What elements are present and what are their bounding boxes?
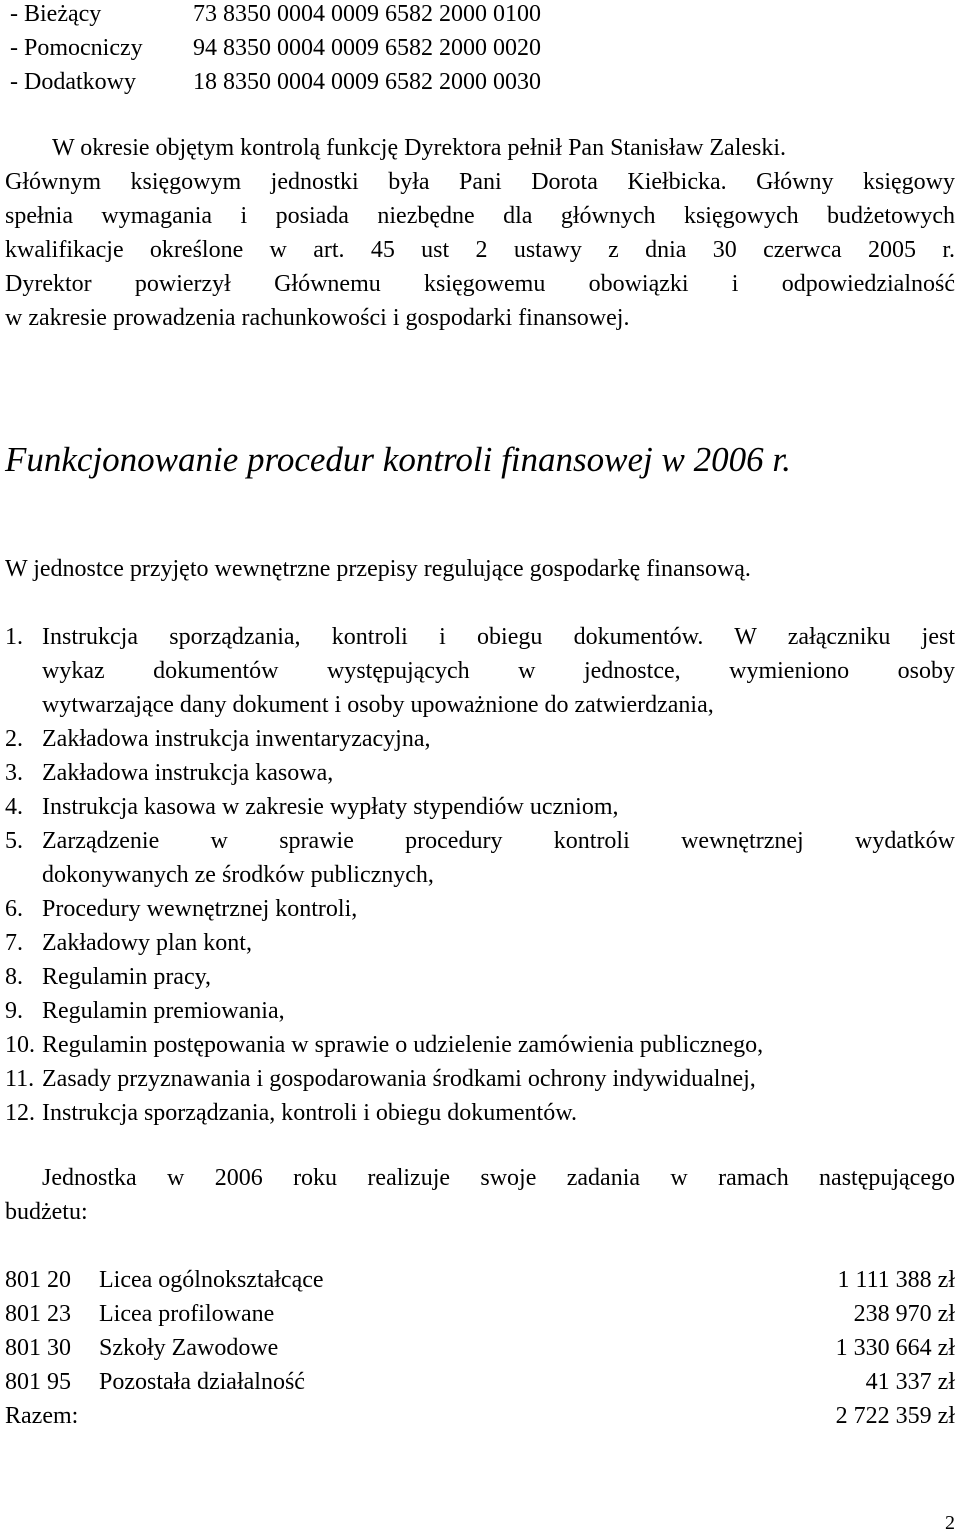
list-text: dokonywanych ze środków publicznych, — [42, 862, 434, 888]
list-number: 4. — [5, 794, 23, 820]
account-number: 18 8350 0004 0009 6582 2000 0030 — [193, 69, 541, 95]
list-text: Regulamin premiowania, — [42, 998, 285, 1024]
list-text: Instrukcja kasowa w zakresie wypłaty stypendiów uczniom, — [42, 794, 619, 820]
budget-amount: 1 330 664 zł — [835, 1335, 955, 1361]
list-text: Zasady przyznawania i gospodarowania środkami ochrony indywidualnej, — [42, 1066, 756, 1092]
list-number: 12. — [5, 1100, 35, 1126]
page-number: 2 — [945, 1512, 955, 1534]
account-number: 94 8350 0004 0009 6582 2000 0020 — [193, 35, 541, 61]
budget-amount: 41 337 zł — [865, 1369, 955, 1395]
list-number: 1. — [5, 624, 23, 650]
list-text: Zakładowa instrukcja kasowa, — [42, 760, 334, 786]
list-number: 9. — [5, 998, 23, 1024]
list-text: Zakładowa instrukcja inwentaryzacyjna, — [42, 726, 431, 752]
intro-text: W jednostce przyjęto wewnętrzne przepisy regulujące gospodarkę finansową. — [5, 556, 751, 582]
budget-code: 801 30 — [5, 1335, 71, 1361]
list-number: 5. — [5, 828, 23, 854]
budget-amount: 238 970 zł — [853, 1301, 955, 1327]
budget-name: Szkoły Zawodowe — [99, 1335, 279, 1361]
paragraph-line: Głównym księgowym jednostki była Pani Dorota Kiełbicka. Główny księgowy — [5, 169, 955, 195]
budget-intro-line: budżetu: — [5, 1199, 88, 1225]
list-text: wykaz dokumentów występujących w jednostce, wymieniono osoby — [42, 658, 955, 684]
budget-name: Pozostała działalność — [99, 1369, 305, 1395]
account-label: - Dodatkowy — [10, 69, 136, 95]
budget-total-label: Razem: — [5, 1403, 79, 1429]
list-text: wytwarzające dany dokument i osoby upoważnione do zatwierdzania, — [42, 692, 714, 718]
list-text: Zakładowy plan kont, — [42, 930, 252, 956]
budget-intro-line: Jednostka w 2006 roku realizuje swoje zadania w ramach następującego — [42, 1165, 955, 1191]
budget-total-amount: 2 722 359 zł — [835, 1403, 955, 1429]
paragraph-line: kwalifikacje określone w art. 45 ust 2 ustawy z dnia 30 czerwca 2005 r. — [5, 237, 955, 263]
budget-code: 801 23 — [5, 1301, 71, 1327]
section-heading: Funkcjonowanie procedur kontroli finansowej w 2006 r. — [5, 440, 791, 479]
list-text: Procedury wewnętrznej kontroli, — [42, 896, 358, 922]
list-number: 7. — [5, 930, 23, 956]
budget-code: 801 20 — [5, 1267, 71, 1293]
budget-amount: 1 111 388 zł — [837, 1267, 955, 1293]
list-text: Zarządzenie w sprawie procedury kontroli wewnętrznej wydatków — [42, 828, 955, 854]
list-number: 10. — [5, 1032, 35, 1058]
list-text: Regulamin pracy, — [42, 964, 212, 990]
paragraph-line: spełnia wymagania i posiada niezbędne dla głównych księgowych budżetowych — [5, 203, 955, 229]
budget-name: Licea ogólnokształcące — [99, 1267, 324, 1293]
paragraph-line: W okresie objętym kontrolą funkcję Dyrektora pełnił Pan Stanisław Zaleski. — [52, 135, 787, 161]
account-label: - Pomocniczy — [10, 35, 143, 61]
list-number: 8. — [5, 964, 23, 990]
paragraph-line: Dyrektor powierzył Głównemu księgowemu obowiązki i odpowiedzialność — [5, 271, 955, 297]
list-text: Instrukcja sporządzania, kontroli i obiegu dokumentów. — [42, 1100, 577, 1126]
budget-name: Licea profilowane — [99, 1301, 275, 1327]
list-number: 2. — [5, 726, 23, 752]
list-text: Instrukcja sporządzania, kontroli i obiegu dokumentów. W załączniku jest — [42, 624, 955, 650]
paragraph-line: w zakresie prowadzenia rachunkowości i gospodarki finansowej. — [5, 305, 630, 331]
account-label: - Bieżący — [10, 1, 102, 27]
list-number: 11. — [5, 1066, 35, 1092]
budget-code: 801 95 — [5, 1369, 71, 1395]
list-number: 3. — [5, 760, 23, 786]
account-number: 73 8350 0004 0009 6582 2000 0100 — [193, 1, 541, 27]
list-text: Regulamin postępowania w sprawie o udzielenie zamówienia publicznego, — [42, 1032, 764, 1058]
list-number: 6. — [5, 896, 23, 922]
